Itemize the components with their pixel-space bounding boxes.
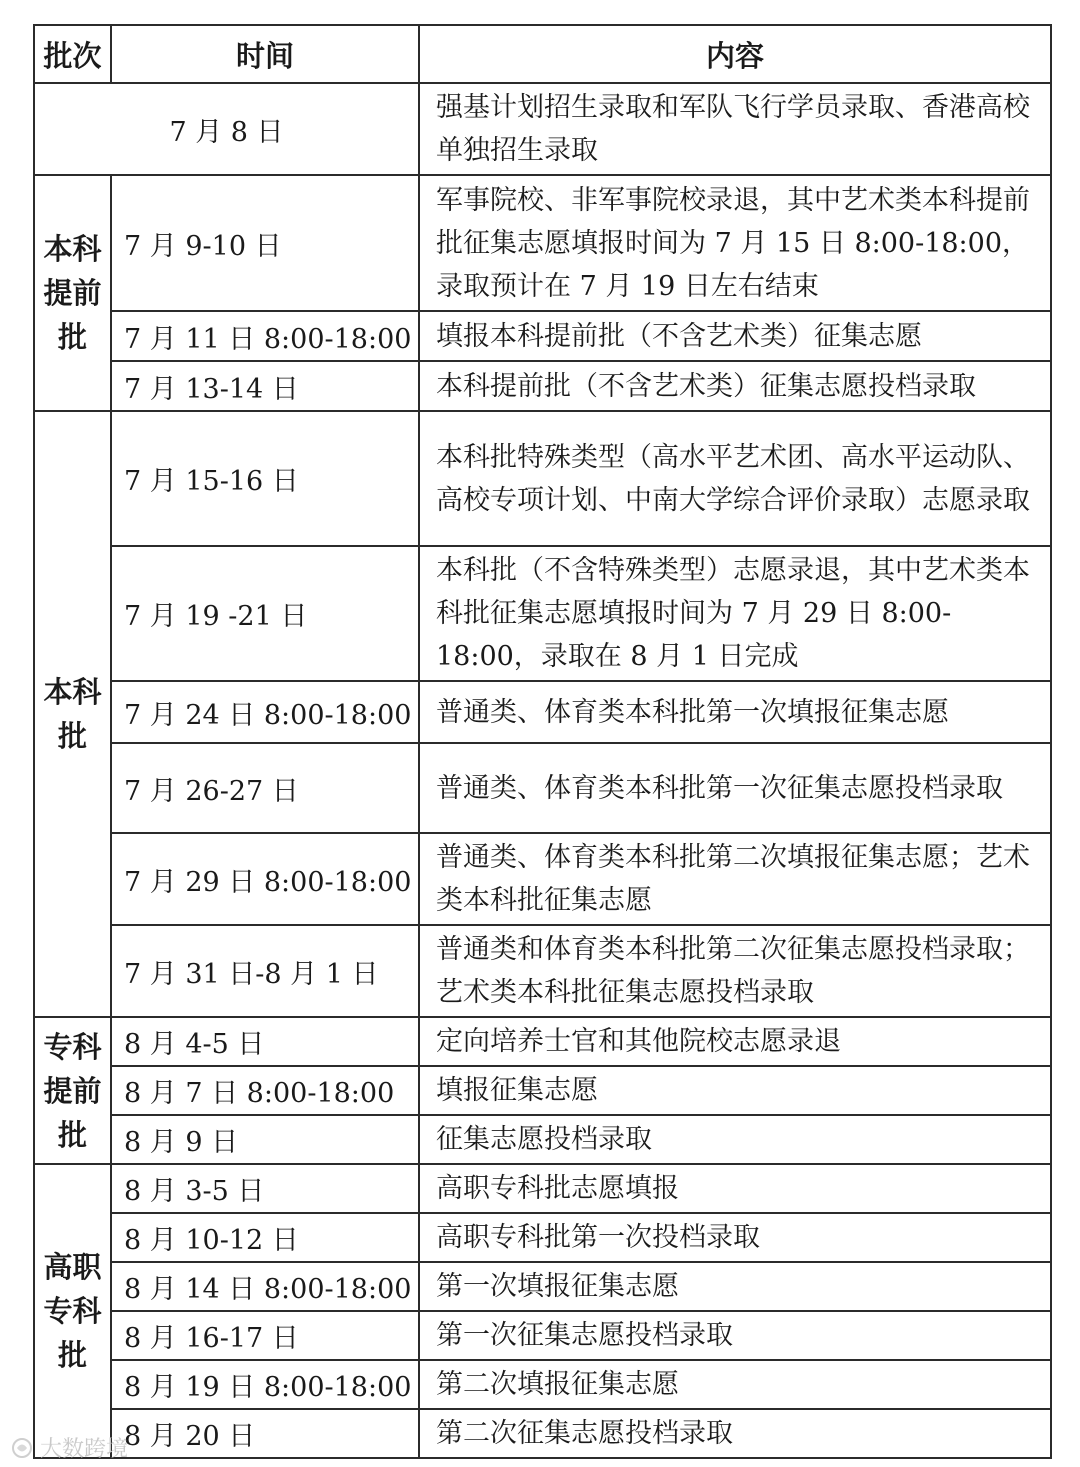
time-cell: 7 月 11 日 8:00-18:00 — [111, 311, 419, 361]
time-cell: 7 月 15-16 日 — [111, 411, 419, 546]
batch-cell-benke: 本科批 — [34, 411, 111, 1017]
content-cell: 强基计划招生录取和军队飞行学员录取、香港高校单独招生录取 — [419, 83, 1051, 175]
table-row — [34, 1213, 1051, 1262]
brand-logo-icon — [10, 1436, 34, 1460]
header-content: 内容 — [419, 25, 1051, 83]
table-row — [34, 311, 1051, 361]
time-cell: 7 月 19 -21 日 — [111, 546, 419, 681]
time-cell: 7 月 29 日 8:00-18:00 — [111, 833, 419, 925]
table-row — [34, 546, 1051, 681]
content-cell: 高职专科批第一次投档录取 — [419, 1213, 1051, 1262]
time-cell: 7 月 31 日-8 月 1 日 — [111, 925, 419, 1017]
time-cell: 7 月 9-10 日 — [111, 175, 419, 311]
admission-schedule-table — [33, 24, 1052, 1459]
batch-cell-benke-tiqian: 本科提前批 — [34, 175, 111, 411]
content-cell: 普通类、体育类本科批第一次填报征集志愿 — [419, 681, 1051, 743]
content-cell: 本科提前批（不含艺术类）征集志愿投档录取 — [419, 361, 1051, 411]
table-row — [34, 1017, 1051, 1066]
header-time: 时间 — [111, 25, 419, 83]
table-row — [34, 1066, 1051, 1115]
table-row — [34, 175, 1051, 311]
content-cell: 第一次征集志愿投档录取 — [419, 1311, 1051, 1360]
content-cell: 本科批（不含特殊类型）志愿录退，其中艺术类本科批征集志愿填报时间为 7 月 29 日 8:00-18:00，录取在 8 月 1 日完成 — [419, 546, 1051, 681]
table-row — [34, 1360, 1051, 1409]
header-row — [34, 25, 1051, 83]
time-cell: 7 月 13-14 日 — [111, 361, 419, 411]
content-cell: 普通类和体育类本科批第二次征集志愿投档录取；艺术类本科批征集志愿投档录取 — [419, 925, 1051, 1017]
time-cell: 8 月 20 日 — [111, 1409, 419, 1458]
table-row — [34, 1262, 1051, 1311]
content-cell: 第一次填报征集志愿 — [419, 1262, 1051, 1311]
content-cell: 高职专科批志愿填报 — [419, 1164, 1051, 1213]
content-cell: 征集志愿投档录取 — [419, 1115, 1051, 1164]
time-cell: 7 月 8 日 — [34, 83, 419, 175]
table-row — [34, 925, 1051, 1017]
time-cell: 8 月 19 日 8:00-18:00 — [111, 1360, 419, 1409]
content-cell: 普通类、体育类本科批第二次填报征集志愿；艺术类本科批征集志愿 — [419, 833, 1051, 925]
table-row — [34, 681, 1051, 743]
content-cell: 第二次征集志愿投档录取 — [419, 1409, 1051, 1458]
content-cell: 第二次填报征集志愿 — [419, 1360, 1051, 1409]
time-cell: 8 月 3-5 日 — [111, 1164, 419, 1213]
content-cell: 本科批特殊类型（高水平艺术团、高水平运动队、高校专项计划、中南大学综合评价录取）志愿录取 — [419, 411, 1051, 546]
content-cell: 定向培养士官和其他院校志愿录退 — [419, 1017, 1051, 1066]
content-cell: 军事院校、非军事院校录退，其中艺术类本科提前批征集志愿填报时间为 7 月 15 日 8:00-18:00，录取预计在 7 月 19 日左右结束 — [419, 175, 1051, 311]
table-row — [34, 83, 1051, 175]
time-cell: 7 月 24 日 8:00-18:00 — [111, 681, 419, 743]
table-row — [34, 411, 1051, 546]
time-cell: 8 月 4-5 日 — [111, 1017, 419, 1066]
time-cell: 8 月 7 日 8:00-18:00 — [111, 1066, 419, 1115]
table-row — [34, 1409, 1051, 1458]
batch-cell-gaozhi-zhuanke: 高职专科批 — [34, 1164, 111, 1458]
time-cell: 8 月 14 日 8:00-18:00 — [111, 1262, 419, 1311]
table-row — [34, 1164, 1051, 1213]
content-cell: 普通类、体育类本科批第一次征集志愿投档录取 — [419, 743, 1051, 833]
time-cell: 8 月 16-17 日 — [111, 1311, 419, 1360]
content-cell: 填报本科提前批（不含艺术类）征集志愿 — [419, 311, 1051, 361]
table-row — [34, 361, 1051, 411]
watermark-text: 大数跨境 — [40, 1437, 129, 1462]
table-row — [34, 1115, 1051, 1164]
time-cell: 8 月 10-12 日 — [111, 1213, 419, 1262]
table-row — [34, 743, 1051, 833]
content-cell: 填报征集志愿 — [419, 1066, 1051, 1115]
watermark — [10, 1432, 128, 1463]
table-row — [34, 1311, 1051, 1360]
header-batch: 批次 — [34, 25, 111, 83]
table-row — [34, 833, 1051, 925]
time-cell: 7 月 26-27 日 — [111, 743, 419, 833]
batch-cell-zhuanke-tiqian: 专科提前批 — [34, 1017, 111, 1164]
time-cell: 8 月 9 日 — [111, 1115, 419, 1164]
